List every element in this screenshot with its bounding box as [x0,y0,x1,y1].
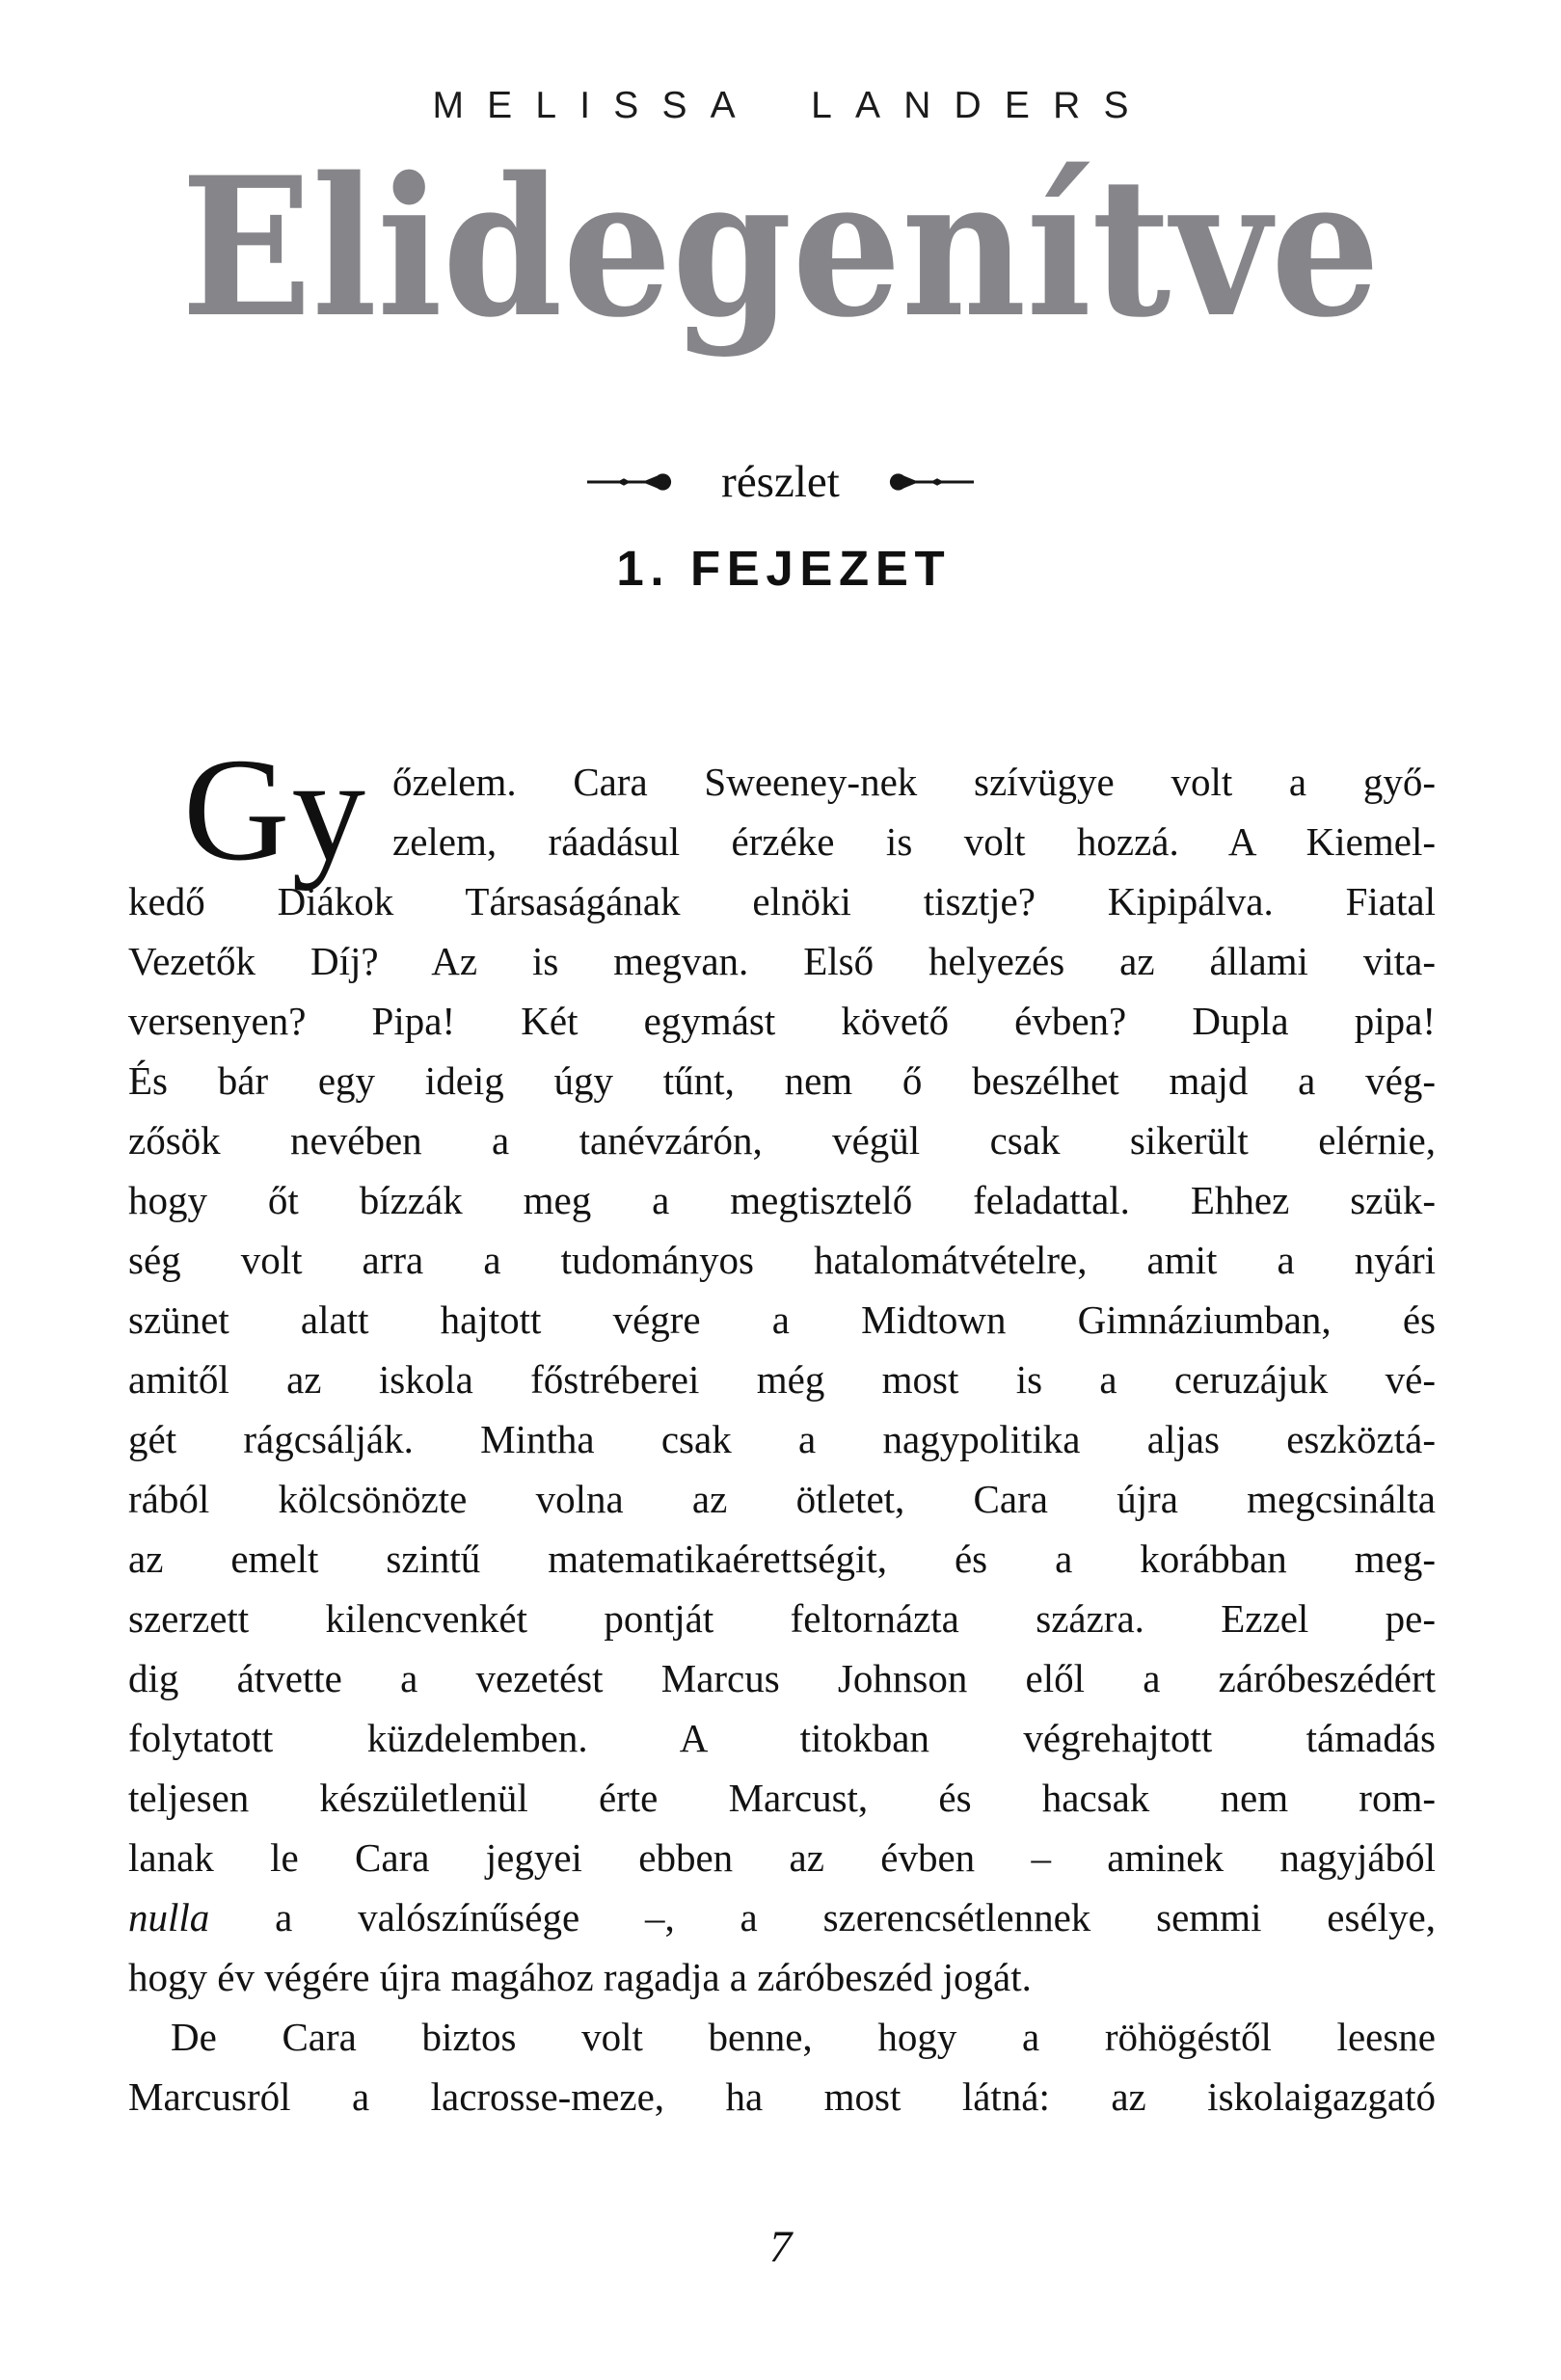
text-line: nulla a valószínűsége –, a szerencsétlennek semmi esélye, [128,1895,1436,1939]
page-number: 7 [768,2222,793,2272]
excerpt-label: részlet [721,457,840,507]
text-line: folytatott küzdelemben. A titokban végrehajtott támadás [128,1716,1436,1760]
text-line: amitől az iskola főstréberei még most is a ceruzájuk vé- [128,1357,1436,1402]
text-line: őzelem. Cara Sweeney-nek szívügye volt a győ- [392,760,1436,804]
text-line: Marcusról a lacrosse-meze, ha most látná: az iskolaigazgató [128,2074,1436,2119]
divider-arrow-right-icon [888,471,975,493]
body-text [128,729,1436,2126]
text-line: lanak le Cara jegyei ebben az évben – aminek nagyjából [128,1835,1436,1880]
text-line: zősök nevében a tanévzárón, végül csak sikerült elérnie, [128,1118,1436,1163]
author-name: MELISSA LANDERS [432,85,1152,126]
text-line: És bár egy ideig úgy tűnt, nem ő beszélhet majd a vég- [128,1058,1436,1103]
text-line: versenyen? Pipa! Két egymást követő évben? Dupla pipa! [128,999,1436,1043]
text-line: teljesen készületlenül érte Marcust, és hacsak nem rom- [128,1776,1436,1820]
text-line: szünet alatt hajtott végre a Midtown Gimnáziumban, és [128,1297,1436,1342]
text-line: hogy őt bízzák meg a megtisztelő feladattal. Ehhez szük- [128,1178,1436,1222]
drop-cap: Gy [183,729,367,892]
text-line: szerzett kilencvenkét pontját feltornázta százra. Ezzel pe- [128,1596,1436,1641]
excerpt-divider [0,451,1561,513]
divider-arrow-left-icon [586,471,673,493]
text-line: De Cara biztos volt benne, hogy a röhögéstől leesne [171,2015,1436,2059]
paragraph-lines [128,729,1436,2126]
text-line: zelem, ráadásul érzéke is volt hozzá. A Kiemel- [392,819,1436,864]
text-line: kedő Diákok Társaságának elnöki tisztje? Kipipálva. Fiatal [128,879,1436,923]
text-line: dig átvette a vezetést Marcus Johnson elől a záróbeszédért [128,1656,1436,1700]
chapter-heading: 1. FEJEZET [616,541,952,596]
text-line: hogy év végére újra magához ragadja a záróbeszéd jogát. [128,1955,1032,1999]
text-line: az emelt szintű matematikaérettségit, és a korábban meg- [128,1537,1436,1581]
text-line: rából kölcsönözte volna az ötletet, Cara újra megcsinálta [128,1477,1436,1521]
text-line: ség volt arra a tudományos hatalomátvételre, amit a nyári [128,1238,1436,1282]
text-line: gét rágcsálják. Mintha csak a nagypolitika aljas eszköztá- [128,1417,1436,1461]
book-title: Elidegenítve [180,135,1381,360]
text-line: Vezetők Díj? Az is megvan. Első helyezés az állami vita- [128,939,1436,983]
